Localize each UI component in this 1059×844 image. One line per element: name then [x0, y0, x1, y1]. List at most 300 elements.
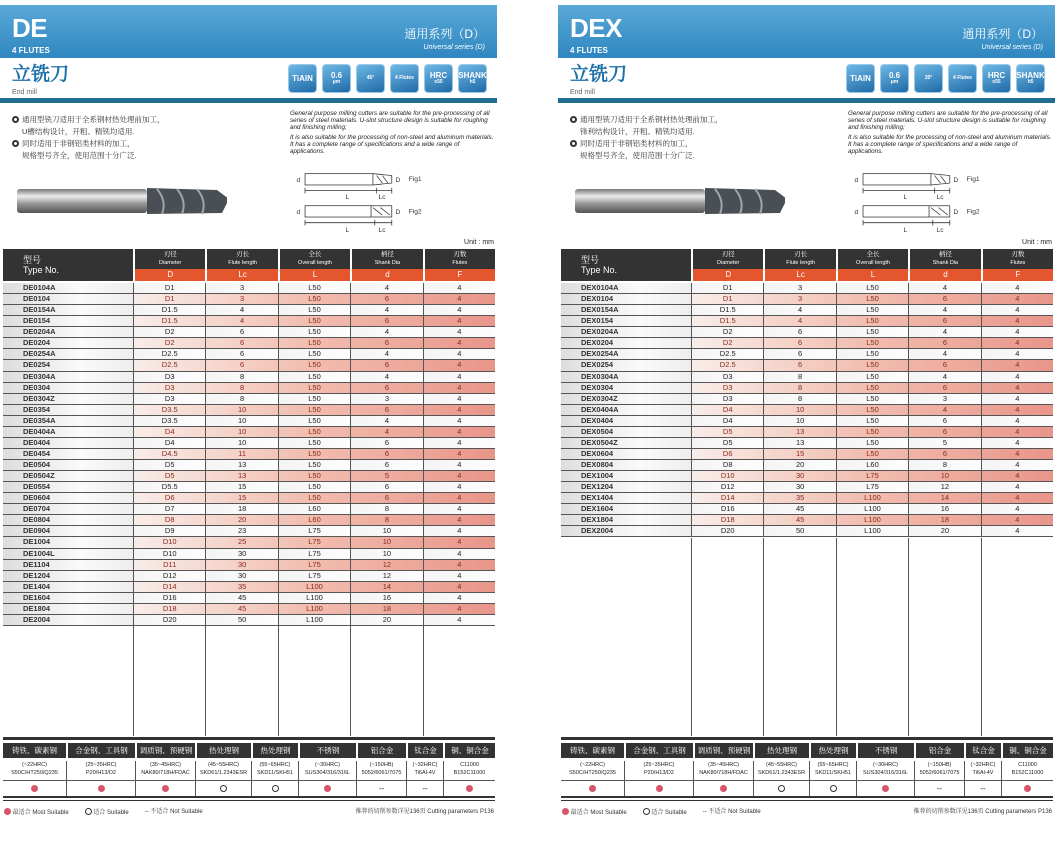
table-cell: DE1204	[3, 571, 133, 581]
header-col	[350, 249, 422, 281]
feature-icon	[424, 64, 453, 93]
table-cell: 13	[763, 438, 835, 448]
table-cell: 16	[908, 504, 980, 514]
end-mill-image	[17, 185, 227, 217]
header-type	[561, 249, 691, 281]
svg-text:Lc: Lc	[378, 194, 386, 202]
material-hardness: (~32HRC)	[412, 762, 438, 768]
table-cell: D1	[133, 294, 205, 304]
table-cell: DE1104	[3, 560, 133, 570]
header-cn: 柄径	[380, 251, 394, 258]
product-title-cn: 立铣刀	[570, 64, 628, 85]
table-cell: DEX0204A	[561, 327, 691, 337]
table-cell: 4	[423, 438, 495, 448]
table-cell: L50	[836, 360, 908, 370]
table-cell: 4	[423, 526, 495, 536]
svg-text:D: D	[395, 209, 401, 217]
feature-icon-sub: μm	[332, 79, 341, 85]
header-band	[558, 5, 1055, 58]
table-cell: L50	[278, 405, 350, 415]
table-cell: DEX0304A	[561, 372, 691, 382]
table-row	[561, 515, 1053, 526]
table-cell: D16	[133, 593, 205, 603]
table-row	[561, 372, 1053, 383]
table-cell: L100	[278, 593, 350, 603]
table-cell: D4	[691, 416, 763, 426]
table-cell: DE0304	[3, 383, 133, 393]
svg-text:Lc: Lc	[936, 227, 944, 234]
table-cell: 8	[763, 372, 835, 382]
most-suitable-icon	[324, 785, 331, 792]
table-cell: 4	[908, 305, 980, 315]
table-cell: 5	[908, 438, 980, 448]
table-cell: 6	[205, 327, 277, 337]
most-suitable-icon	[4, 808, 11, 815]
svg-text:D: D	[953, 209, 959, 217]
table-cell: L50	[278, 349, 350, 359]
table-cell: 4	[423, 394, 495, 404]
table-cell: DEX1804	[561, 515, 691, 525]
feature-icon-text: TiAlN	[850, 73, 871, 83]
table-cell: 6	[350, 493, 422, 503]
material-grade: 5052/6061/7075	[361, 770, 402, 776]
suitability-cell	[356, 781, 406, 796]
table-cell: 45	[763, 515, 835, 525]
table-cell: 4	[423, 537, 495, 547]
table-cell: D3	[691, 372, 763, 382]
material-name: 钛合金	[964, 743, 1001, 758]
material-name: 不锈钢	[298, 743, 356, 758]
table-cell: L50	[278, 427, 350, 437]
table-cell: D1	[691, 294, 763, 304]
material-grade: P20/H13/D2	[86, 770, 116, 776]
table-cell: 3	[763, 283, 835, 293]
table-cell: 18	[908, 515, 980, 525]
table-cell: 6	[908, 449, 980, 459]
table-cell: 30	[205, 571, 277, 581]
table-cell: D8	[691, 460, 763, 470]
table-cell: L50	[278, 482, 350, 492]
table-row	[3, 438, 495, 449]
table-cell: 20	[908, 526, 980, 536]
table-cell: 35	[205, 582, 277, 592]
suitability-cell	[856, 781, 914, 796]
legend-text: 最适合 Most Suitable	[12, 810, 69, 816]
table-cell: 4	[981, 504, 1053, 514]
material-grade: SKD11/SKH51	[257, 770, 293, 776]
table-cell: D3	[133, 394, 205, 404]
header-col	[423, 249, 495, 281]
table-cell: 10	[350, 537, 422, 547]
table-cell: D4	[691, 405, 763, 415]
suitability-cell	[135, 781, 195, 796]
table-row	[3, 482, 495, 493]
desc-paragraph: It is also suitable for the processing of non-steel and aluminum materials. It has a complete range of specifications and a wide range of applications.	[290, 134, 494, 155]
svg-text:Lc: Lc	[378, 227, 386, 234]
header-symbol: L	[838, 269, 908, 281]
material-name: 热处理钢	[809, 743, 856, 758]
suitability-cell	[809, 781, 856, 796]
material-name: 铜、铜合金	[443, 743, 495, 758]
table-cell: 13	[205, 460, 277, 470]
svg-text:d: d	[854, 177, 859, 185]
series-title-cn: 通用系列（D）	[962, 27, 1043, 41]
table-row	[561, 316, 1053, 327]
table-cell: 4	[423, 493, 495, 503]
table-cell: 6	[350, 438, 422, 448]
table-cell: 18	[205, 504, 277, 514]
table-cell: 4	[423, 405, 495, 415]
header-en: Flutes	[1010, 260, 1026, 266]
material-hardness: (~150HB)	[927, 762, 952, 768]
suitability-cell	[964, 781, 1001, 796]
table-cell: DE0354A	[3, 416, 133, 426]
table-cell: 4	[423, 460, 495, 470]
table-cell: 8	[908, 460, 980, 470]
table-cell: DE0554	[3, 482, 133, 492]
material-hardness: (45~55HRC)	[207, 762, 240, 768]
table-cell: D5	[691, 438, 763, 448]
table-cell: D2	[691, 338, 763, 348]
table-cell: L60	[278, 504, 350, 514]
bullet-icon	[12, 140, 19, 147]
table-cell: 10	[205, 416, 277, 426]
table-cell: 4	[981, 327, 1053, 337]
table-cell: 18	[350, 604, 422, 614]
material-name: 合金钢、工具钢	[66, 743, 135, 758]
table-row	[3, 593, 495, 604]
table-cell: 4	[908, 349, 980, 359]
table-cell: D3.5	[133, 405, 205, 415]
suitable-icon	[778, 785, 785, 792]
table-row	[561, 471, 1053, 482]
table-cell: 6	[205, 360, 277, 370]
table-cell: 6	[908, 360, 980, 370]
table-cell: 4	[423, 427, 495, 437]
svg-text:L: L	[903, 194, 908, 202]
table-cell: DE0804	[3, 515, 133, 525]
table-cell: 4	[350, 372, 422, 382]
spec-table	[3, 283, 495, 626]
table-cell: D6	[133, 493, 205, 503]
feature-icon-sub: 4 Flutes	[395, 75, 414, 81]
desc-paragraph: General purpose milling cutters are suitable for the pre-processing of all series of steel materials. U-slot structure design is suitable for roughing and finishing milling;	[848, 110, 1048, 131]
feature-icons	[846, 64, 1045, 93]
table-cell: 8	[763, 394, 835, 404]
svg-text:L: L	[903, 227, 908, 234]
table-cell: DEX0304Z	[561, 394, 691, 404]
product-title-en: End mill	[570, 89, 595, 96]
table-cell: 4	[423, 416, 495, 426]
material-table	[3, 737, 495, 801]
header-text: 型号	[23, 255, 42, 265]
header-cn: 刃数	[1011, 251, 1025, 258]
material-hardness: (25~35HRC)	[643, 762, 675, 768]
header-en: Diameter	[159, 260, 182, 266]
table-row	[3, 493, 495, 504]
not-suitable-mark: --	[422, 784, 428, 793]
table-cell: DEX2004	[561, 526, 691, 536]
table-row	[3, 360, 495, 371]
table-cell: 13	[763, 427, 835, 437]
table-row	[561, 305, 1053, 316]
feature-icon-text: HRC	[987, 71, 1006, 80]
suitability-cell	[66, 781, 135, 796]
table-cell: 15	[205, 482, 277, 492]
table-cell: DE0404	[3, 438, 133, 448]
most-suitable-icon	[656, 785, 663, 792]
bullet-icon	[570, 140, 577, 147]
table-cell: 6	[763, 327, 835, 337]
table-cell: 6	[763, 338, 835, 348]
table-cell: L75	[278, 560, 350, 570]
not-suitable-mark: --	[702, 809, 707, 815]
material-table	[561, 737, 1053, 801]
table-cell: L50	[278, 383, 350, 393]
legend-text: 不适合 Not Suitable	[150, 809, 203, 815]
feature-icon-text: 0.6	[330, 71, 343, 80]
series-title-en: Universal series (D)	[981, 44, 1043, 51]
material-grade: NAK80/718H/FDAC	[699, 770, 748, 776]
table-row	[3, 383, 495, 394]
desc-paragraph: It is also suitable for the processing of non-steel and aluminum materials. It has a complete range of specifications and a wide range of applications.	[848, 134, 1052, 155]
table-cell: 6	[350, 316, 422, 326]
table-cell: 6	[908, 294, 980, 304]
table-cell: D5	[133, 471, 205, 481]
header-text: Type No.	[581, 265, 618, 275]
table-cell: 4	[423, 482, 495, 492]
table-cell: 10	[350, 549, 422, 559]
table-cell: L75	[278, 571, 350, 581]
header-cn: 刃径	[163, 251, 177, 258]
legend-text: 适合 Suitable	[651, 810, 687, 816]
table-cell: DE0254A	[3, 349, 133, 359]
table-cell: 4	[908, 283, 980, 293]
table-cell: 6	[350, 405, 422, 415]
header-en: Flute length	[786, 260, 815, 266]
table-cell: D4	[133, 438, 205, 448]
material-name: 热处理钢	[195, 743, 251, 758]
most-suitable-icon	[562, 808, 569, 815]
table-cell: L50	[836, 338, 908, 348]
table-cell: 4	[981, 449, 1053, 459]
table-cell: 6	[350, 294, 422, 304]
header-col	[763, 249, 835, 281]
table-cell: D11	[133, 560, 205, 570]
table-cell: D9	[133, 526, 205, 536]
table-cell: 6	[350, 460, 422, 470]
table-cell: L75	[278, 526, 350, 536]
table-cell: L50	[836, 327, 908, 337]
table-cell: DE0304A	[3, 372, 133, 382]
material-grade: NAK80/718H/FDAC	[141, 770, 190, 776]
table-cell: 13	[205, 471, 277, 481]
table-cell: L100	[836, 526, 908, 536]
table-cell: 15	[205, 493, 277, 503]
table-cell: L50	[278, 416, 350, 426]
flutes-label: 4 FLUTES	[570, 46, 608, 55]
table-cell: 50	[763, 526, 835, 536]
header-en: Overall length	[298, 260, 332, 266]
feature-icon-sub: ≤55	[434, 79, 443, 85]
table-row	[561, 427, 1053, 438]
table-cell: DE0154A	[3, 305, 133, 315]
table-cell: 23	[205, 526, 277, 536]
table-cell: 6	[908, 383, 980, 393]
material-hardness: (45~55HRC)	[765, 762, 798, 768]
table-cell: 4	[981, 372, 1053, 382]
table-empty-area	[561, 538, 1053, 736]
table-cell: 4	[350, 416, 422, 426]
table-cell: 4	[423, 515, 495, 525]
header-text: Type No.	[23, 265, 60, 275]
table-cell: DE0104	[3, 294, 133, 304]
cutting-parameters-note: 推荐的切削参数详见136页 Cutting parameters P136	[913, 809, 1052, 815]
table-row	[3, 349, 495, 360]
desc-line: 同时适用于非钢铝类材料的加工，	[22, 139, 135, 148]
table-cell: D14	[691, 493, 763, 503]
header-symbol: D	[693, 269, 763, 281]
table-cell: L50	[836, 394, 908, 404]
material-grade: SUS304/316/316L	[863, 770, 908, 776]
table-cell: L50	[836, 416, 908, 426]
table-cell: L50	[836, 383, 908, 393]
table-cell: 4	[981, 360, 1053, 370]
header-symbol: F	[425, 269, 495, 281]
suitability-cell	[298, 781, 356, 796]
table-cell: L100	[278, 582, 350, 592]
description-en	[848, 110, 1053, 158]
table-cell: L50	[278, 360, 350, 370]
table-cell: 6	[763, 360, 835, 370]
description-cn	[12, 114, 165, 162]
table-cell: DEX1004	[561, 471, 691, 481]
table-row	[3, 526, 495, 537]
svg-text:D: D	[395, 177, 401, 185]
feature-icon-text: SHANK	[1016, 71, 1045, 80]
table-cell: 4	[423, 360, 495, 370]
header-cn: 全长	[866, 251, 880, 258]
table-cell: DEX0504Z	[561, 438, 691, 448]
table-cell: DE0504	[3, 460, 133, 470]
table-row	[561, 327, 1053, 338]
not-suitable-mark: --	[144, 809, 149, 815]
header-text: 型号	[581, 255, 600, 265]
table-cell: L50	[278, 305, 350, 315]
table-cell: DE0504Z	[3, 471, 133, 481]
table-cell: 4	[981, 283, 1053, 293]
material-grade: Ti6Al-4V	[414, 770, 436, 776]
table-row	[561, 526, 1053, 537]
table-cell: 8	[205, 383, 277, 393]
table-cell: 4	[423, 305, 495, 315]
most-suitable-icon	[1024, 785, 1031, 792]
table-row	[561, 394, 1053, 405]
material-grade: B152C11000	[453, 770, 486, 776]
material-name: 铝合金	[914, 743, 964, 758]
header-col	[836, 249, 908, 281]
table-row	[3, 560, 495, 571]
table-row	[561, 482, 1053, 493]
table-cell: 14	[350, 582, 422, 592]
material-name: 铸铁、碳素钢	[570, 746, 615, 755]
table-cell: D6	[691, 449, 763, 459]
desc-line: 规格型号齐全，使用范围十分广泛.	[580, 151, 695, 160]
most-suitable-icon	[466, 785, 473, 792]
material-grade: S50C/HT250/Q235	[11, 770, 58, 776]
suitability-cell	[1001, 781, 1053, 796]
table-cell: DEX0304	[561, 383, 691, 393]
table-cell: 10	[205, 438, 277, 448]
table-cell: 6	[908, 316, 980, 326]
material-hardness: C11000	[1018, 762, 1037, 768]
legend	[4, 808, 494, 817]
not-suitable-mark: --	[936, 784, 943, 793]
table-cell: 4	[981, 305, 1053, 315]
table-cell: DE1004	[3, 537, 133, 547]
table-cell: L50	[278, 493, 350, 503]
desc-paragraph: General purpose milling cutters are suitable for the pre-processing of all series of steel materials. U-slot structure design is suitable for roughing and finishing milling;	[290, 110, 490, 131]
table-row	[561, 360, 1053, 371]
table-cell: DEX0254	[561, 360, 691, 370]
dimension-diagram	[846, 168, 1046, 234]
table-cell: 4	[350, 427, 422, 437]
table-cell: DEX0504	[561, 427, 691, 437]
fig-label: Fig1	[408, 176, 422, 184]
table-cell: 4	[981, 493, 1053, 503]
material-grade: SKD61/1.2343ESR	[757, 770, 806, 776]
table-cell: 4	[423, 383, 495, 393]
suitability-cell	[3, 781, 66, 796]
header-symbol: Lc	[207, 269, 277, 281]
table-cell: D2	[691, 327, 763, 337]
table-cell: 4	[981, 316, 1053, 326]
table-cell: 6	[350, 338, 422, 348]
table-row	[561, 405, 1053, 416]
table-cell: DE1804	[3, 604, 133, 614]
material-hardness: (55~65HRC)	[817, 762, 849, 768]
material-grade: Ti6Al-4V	[972, 770, 994, 776]
series-code: DE	[12, 13, 48, 43]
table-cell: 4	[981, 427, 1053, 437]
suitable-icon	[220, 785, 227, 792]
table-cell: 5	[350, 471, 422, 481]
table-row	[3, 372, 495, 383]
divider	[0, 98, 497, 103]
fig-label: Fig2	[408, 208, 422, 216]
table-cell: 4	[423, 560, 495, 570]
header-col	[205, 249, 277, 281]
table-row	[3, 394, 495, 405]
table-cell: DE0304Z	[3, 394, 133, 404]
table-cell: 6	[350, 449, 422, 459]
svg-text:d: d	[854, 209, 859, 217]
header-type	[3, 249, 133, 281]
table-cell: 6	[350, 360, 422, 370]
table-cell: 4	[981, 394, 1053, 404]
table-cell: 4	[423, 338, 495, 348]
table-header	[561, 249, 1053, 281]
feature-icon-text: HRC	[429, 71, 448, 80]
table-row	[561, 383, 1053, 394]
table-cell: DE0204	[3, 338, 133, 348]
header-band	[0, 5, 497, 58]
header-col	[278, 249, 350, 281]
feature-icon-sub: ≤55	[992, 79, 1001, 85]
unit-label: Unit : mm	[464, 239, 494, 246]
header-cn: 柄径	[938, 251, 952, 258]
table-cell: 6	[908, 416, 980, 426]
